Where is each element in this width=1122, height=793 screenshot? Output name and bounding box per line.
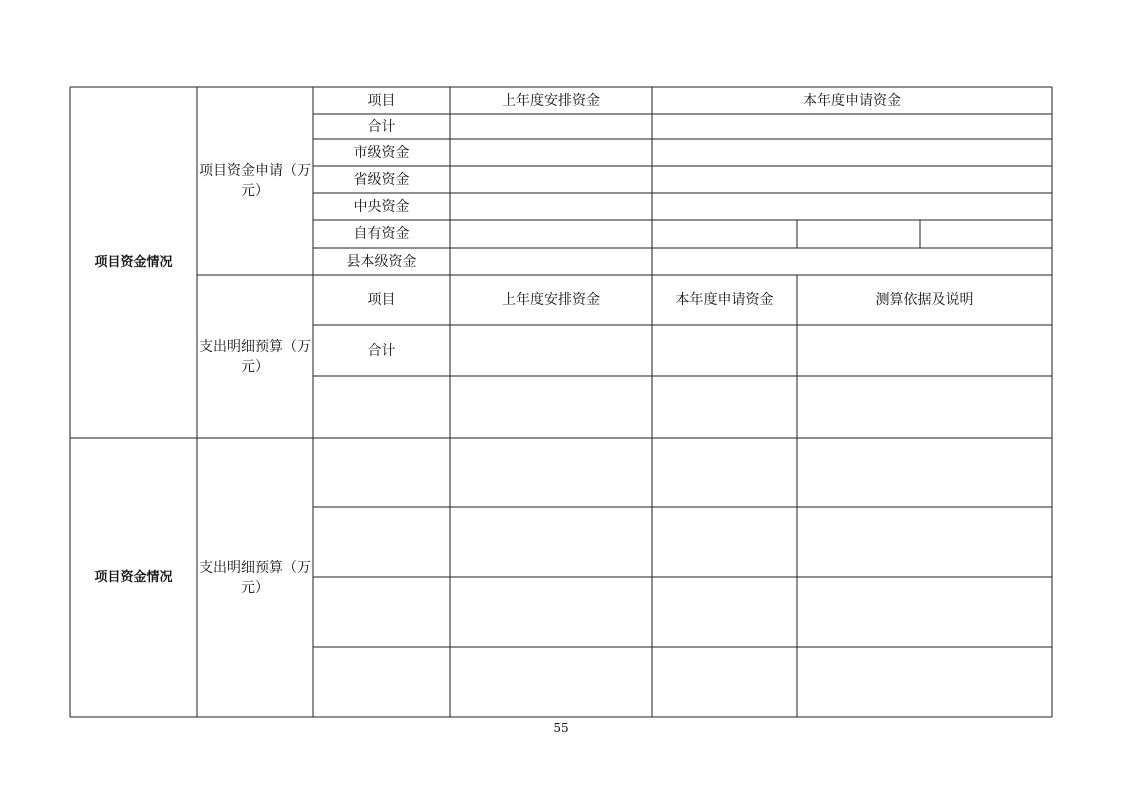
budget-label: 支出明细预算（万元） xyxy=(199,338,311,375)
budget-row-label-total: 合计 xyxy=(367,342,396,359)
row-label-self-funded: 自有资金 xyxy=(353,226,410,242)
header-last-year: 上年度安排资金 xyxy=(502,92,600,109)
row-label-county: 县本级资金 xyxy=(346,253,417,270)
budget-label: 支出明细预算（万元） xyxy=(199,559,311,596)
row-label-municipal: 市级资金 xyxy=(353,144,410,161)
budget-header-item: 项目 xyxy=(367,292,396,308)
page-number: 55 xyxy=(553,721,569,735)
header-item: 项目 xyxy=(367,92,396,109)
header-this-year: 本年度申请资金 xyxy=(803,92,901,109)
row-label-provincial: 省级资金 xyxy=(353,171,410,188)
budget-header-basis: 测算依据及说明 xyxy=(875,292,974,308)
application-label: 项目资金申请（万元） xyxy=(199,163,311,199)
row-label-central: 中央资金 xyxy=(353,198,410,215)
budget-header-this-year: 本年度申请资金 xyxy=(675,292,774,308)
row-label-total: 合计 xyxy=(367,118,396,135)
section-title: 项目资金情况 xyxy=(94,569,173,585)
budget-header-last-year: 上年度安排资金 xyxy=(502,292,600,308)
section-title: 项目资金情况 xyxy=(94,254,173,270)
